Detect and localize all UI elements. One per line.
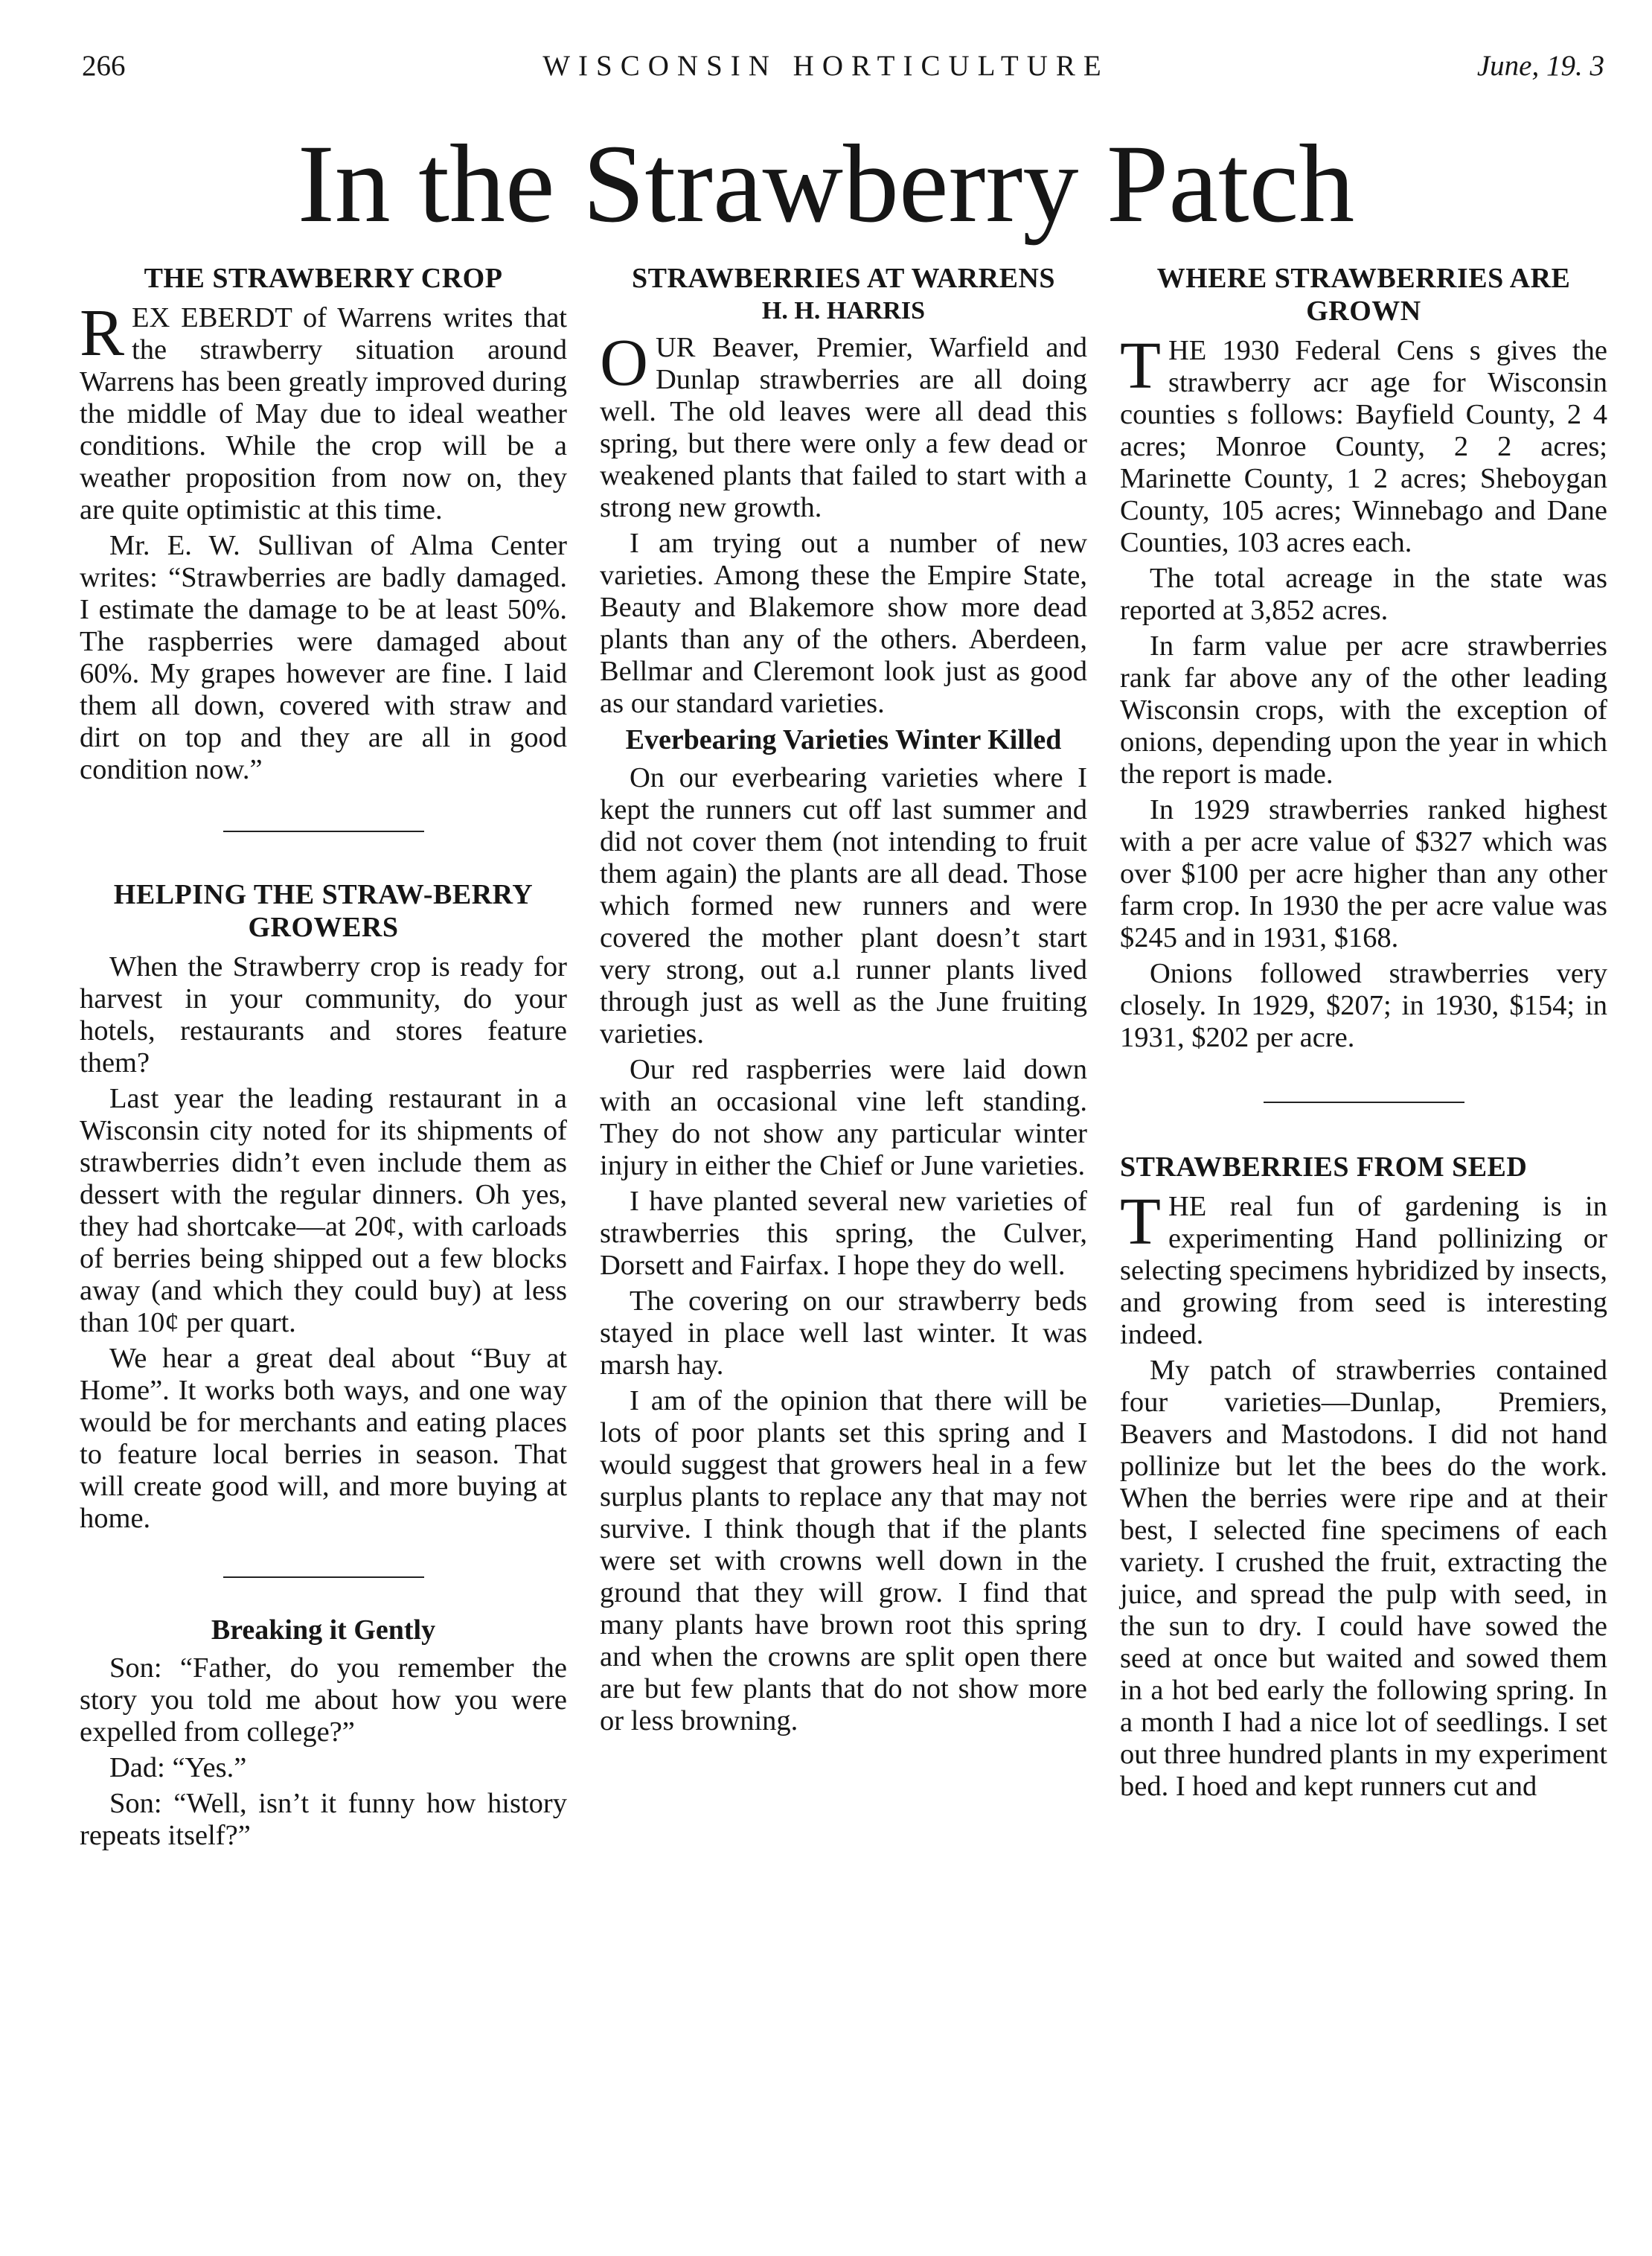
article-from-seed <box>1120 1151 1607 1803</box>
article-helping-growers <box>80 878 567 1535</box>
article-paragraph: Son: “Well, isn’t it funny how history repeats itself?” <box>80 1788 567 1851</box>
article-heading: Breaking it Gently <box>211 1614 436 1646</box>
article-heading: STRAWBERRIES FROM SEED <box>1120 1151 1528 1183</box>
article-paragraph: Our red raspberries were laid down with an occasional vine left standing. They do not show any particular winter injury in either the Chief or June varieties. <box>600 1054 1087 1181</box>
paragraph-text: HE real fun of gardening is in experimenting Hand pollinizing or selecting specimens hybridized by insects, and growing from seed is interesting indeed. <box>1120 1191 1607 1350</box>
drop-cap: T <box>1120 329 1161 403</box>
article-heading: THE STRAWBERRY CROP <box>144 263 503 294</box>
article-paragraph: The covering on our strawberry beds stayed in place well last winter. It was marsh hay. <box>600 1285 1087 1381</box>
article-strawberries-at-warrens <box>600 262 1087 1737</box>
article-paragraph <box>80 296 567 526</box>
page-title: In the Strawberry Patch <box>297 122 1355 246</box>
article-paragraph <box>600 326 1087 524</box>
article-paragraph: In farm value per acre strawberries rank far above any of the other leading Wisconsin crops, with the exception of onions, depending upon the year in which the report is made. <box>1120 630 1607 790</box>
article-paragraph <box>1120 329 1607 559</box>
article-where-grown <box>1120 262 1607 1054</box>
paragraph-text: EX EBERDT of Warrens writes that the strawberry situation around Warrens has been greatly improved during the middle of May due to ideal weather conditions. While the crop will be a weather proposition from now on, they are quite optimistic at this time. <box>80 302 567 525</box>
article-strawberry-crop <box>80 262 567 786</box>
article-paragraph: Son: “Father, do you remember the story you told me about how you were expelled from college?” <box>80 1652 567 1748</box>
column-middle <box>600 262 1087 1741</box>
article-paragraph: I am of the opinion that there will be lots of poor plants set this spring and I would suggest that growers heal in a few surplus plants to replace any that may not survive. I think though that if the plants were set with crowns well down in the ground that they will grow. I find that many plants have brown root this spring and when the crowns are split open there are but few plants that do not show more or less browning. <box>600 1385 1087 1736</box>
section-divider <box>1264 1102 1464 1103</box>
section-divider <box>223 831 424 832</box>
article-paragraph: In 1929 strawberries ranked highest with a per acre value of $327 which was over $100 per acre higher than any other farm crop. In 1930 the per acre value was $245 and in 1931, $168. <box>1120 794 1607 953</box>
article-paragraph: My patch of strawberries contained four varieties—Dunlap, Premiers, Beavers and Mastodons. I did not hand pollinize but let the bees do the work. When the berries were ripe and at their best, I selected fine specimens of each variety. I crushed the fruit, extracting the juice, and spread the pulp with seed, in the sun to dry. I could have sowed the seed at once but waited and sowed them in a hot bed early the following spring. In a month I had a nice lot of seedlings. I set out three hundred plants in my experiment bed. I hoed and kept runners cut and <box>1120 1355 1607 1802</box>
article-paragraph <box>1120 1185 1607 1351</box>
page-number: 266 <box>82 50 126 82</box>
article-paragraph: Dad: “Yes.” <box>109 1752 247 1783</box>
article-paragraph: We hear a great deal about “Buy at Home”. It works both ways, and one way would be for merchants and eating places to feature local berries in season. That will create good will, and more buying at home. <box>80 1343 567 1534</box>
drop-cap: T <box>1120 1185 1161 1259</box>
magazine-name: WISCONSIN HORTICULTURE <box>542 50 1110 82</box>
article-subheading: Everbearing Varieties Winter Killed <box>625 724 1062 755</box>
article-paragraph: Mr. E. W. Sullivan of Alma Center writes: “Strawberries are badly damaged. I estimate the damage to be at least 50%. The raspberries were damaged about 60%. My grapes however are fine. I laid them all down, covered with straw and dirt on top and they are all in good condition now.” <box>80 530 567 785</box>
article-paragraph: On our everbearing varieties where I kept the runners cut off last summer and did not cover them (not intending to fruit them again) the plants are all dead. Those which formed new runners and were covered the mother plant doesn’t start very strong, out a.l runner plants lived through just as well as the June fruiting varieties. <box>600 762 1087 1049</box>
article-paragraph: Last year the leading restaurant in a Wisconsin city noted for its shipments of strawberries didn’t even include them as dessert with the regular dinners. Oh yes, they had shortcake—at 20¢, with carloads of berries being shipped out a few blocks away (and which they could buy) at less than 10¢ per quart. <box>80 1083 567 1338</box>
article-paragraph: The total acreage in the state was reported at 3,852 acres. <box>1120 563 1607 626</box>
article-heading: WHERE STRAWBERRIES ARE GROWN <box>1156 263 1571 327</box>
paragraph-text: UR Beaver, Premier, Warfield and Dunlap strawberries are all doing well. The old leaves were all dead this spring, but there were only a few dead or weakened plants that failed to start with a strong new growth. <box>600 332 1087 523</box>
drop-cap: R <box>80 296 125 370</box>
article-paragraph: Onions followed strawberries very closely. In 1929, $207; in 1930, $154; in 1931, $202 per acre. <box>1120 958 1607 1053</box>
paragraph-text: HE 1930 Federal Cens s gives the strawberry acr age for Wisconsin counties s follows: Bayfield County, 2 4 acres; Monroe County, 2 2 acres; Marinette County, 1 2 acres; Sheboygan County, 105 acres; Winnebago and Dane Counties, 103 acres each. <box>1120 335 1607 558</box>
column-left <box>80 262 567 1856</box>
article-paragraph: I have planted several new varieties of strawberries this spring, the Culver, Dorsett and Fairfax. I hope they do well. <box>600 1186 1087 1281</box>
article-breaking-gently <box>80 1614 567 1852</box>
drop-cap: O <box>600 326 648 400</box>
section-divider <box>223 1576 424 1578</box>
column-right <box>1120 262 1607 1806</box>
article-paragraph: When the Strawberry crop is ready for harvest in your community, do your hotels, restaurants and stores feature them? <box>80 951 567 1079</box>
article-byline: H. H. HARRIS <box>761 297 926 325</box>
article-paragraph: I am trying out a number of new varieties. Among these the Empire State, Beauty and Blakemore show more dead plants than any of the others. Aberdeen, Bellmar and Cleremont look just as good as our standard varieties. <box>600 528 1087 719</box>
issue-date: June, 19. 3 <box>1476 50 1604 82</box>
article-heading: HELPING THE STRAW-BERRY GROWERS <box>113 879 534 943</box>
article-heading: STRAWBERRIES AT WARRENS <box>631 263 1056 294</box>
